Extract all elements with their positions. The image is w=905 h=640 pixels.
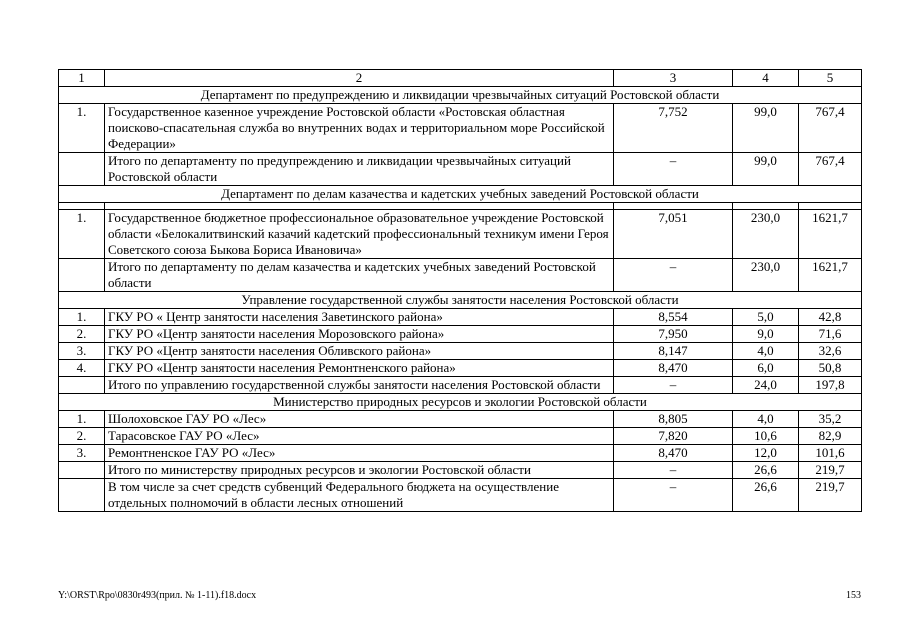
row-name: Ремонтненское ГАУ РО «Лес» xyxy=(105,445,614,462)
coefficient-cell: 8,554 xyxy=(614,309,733,326)
coefficient-cell: 8,470 xyxy=(614,360,733,377)
quantity-cell: 4,0 xyxy=(733,343,799,360)
table-row xyxy=(59,259,862,292)
row-number xyxy=(59,462,105,479)
quantity-cell: 9,0 xyxy=(733,326,799,343)
table-row xyxy=(59,309,862,326)
document-page xyxy=(58,69,861,512)
table-row xyxy=(59,153,862,186)
quantity-cell: 99,0 xyxy=(733,104,799,153)
header-row xyxy=(59,70,862,87)
row-number: 2. xyxy=(59,326,105,343)
amount-cell: 197,8 xyxy=(799,377,862,394)
data-table xyxy=(58,69,862,512)
header-cell: 4 xyxy=(733,70,799,87)
quantity-cell: 230,0 xyxy=(733,210,799,259)
row-name: ГКУ РО «Центр занятости населения Обливского района» xyxy=(105,343,614,360)
table-row xyxy=(59,326,862,343)
quantity-cell: 6,0 xyxy=(733,360,799,377)
coefficient-cell: – xyxy=(614,462,733,479)
row-name: Итого по министерству природных ресурсов и экологии Ростовской области xyxy=(105,462,614,479)
row-name: ГКУ РО «Центр занятости населения Ремонтненского района» xyxy=(105,360,614,377)
row-number: 1. xyxy=(59,210,105,259)
table-row xyxy=(59,411,862,428)
row-number: 1. xyxy=(59,104,105,153)
header-cell: 3 xyxy=(614,70,733,87)
amount-cell: 1621,7 xyxy=(799,210,862,259)
row-number xyxy=(59,479,105,512)
amount-cell: 1621,7 xyxy=(799,259,862,292)
section-title: Управление государственной службы занятости населения Ростовской области xyxy=(59,292,862,309)
row-number: 1. xyxy=(59,309,105,326)
row-name: Итого по департаменту по делам казачества и кадетских учебных заведений Ростовской области xyxy=(105,259,614,292)
coefficient-cell: 8,470 xyxy=(614,445,733,462)
quantity-cell: 12,0 xyxy=(733,445,799,462)
table-row xyxy=(59,479,862,512)
section-row xyxy=(59,186,862,203)
amount-cell: 219,7 xyxy=(799,479,862,512)
row-name: Шолоховское ГАУ РО «Лес» xyxy=(105,411,614,428)
row-number: 2. xyxy=(59,428,105,445)
amount-cell: 71,6 xyxy=(799,326,862,343)
section-row xyxy=(59,87,862,104)
spacer-row xyxy=(59,203,862,210)
header-cell: 2 xyxy=(105,70,614,87)
spacer-cell xyxy=(105,203,614,210)
coefficient-cell: 7,820 xyxy=(614,428,733,445)
row-number: 1. xyxy=(59,411,105,428)
coefficient-cell: 7,752 xyxy=(614,104,733,153)
table-row xyxy=(59,104,862,153)
amount-cell: 82,9 xyxy=(799,428,862,445)
coefficient-cell: – xyxy=(614,259,733,292)
row-number: 3. xyxy=(59,343,105,360)
page-number: 153 xyxy=(846,590,861,601)
amount-cell: 767,4 xyxy=(799,153,862,186)
amount-cell: 42,8 xyxy=(799,309,862,326)
coefficient-cell: 8,147 xyxy=(614,343,733,360)
spacer-cell xyxy=(614,203,733,210)
row-name: Итого по управлению государственной службы занятости населения Ростовской области xyxy=(105,377,614,394)
page-footer xyxy=(58,590,861,602)
section-title: Департамент по делам казачества и кадетских учебных заведений Ростовской области xyxy=(59,186,862,203)
table-row xyxy=(59,462,862,479)
table-row xyxy=(59,360,862,377)
spacer-cell xyxy=(59,203,105,210)
coefficient-cell: – xyxy=(614,479,733,512)
coefficient-cell: – xyxy=(614,377,733,394)
quantity-cell: 26,6 xyxy=(733,462,799,479)
quantity-cell: 10,6 xyxy=(733,428,799,445)
amount-cell: 767,4 xyxy=(799,104,862,153)
table-row xyxy=(59,210,862,259)
amount-cell: 35,2 xyxy=(799,411,862,428)
table-row xyxy=(59,428,862,445)
row-number xyxy=(59,153,105,186)
row-name: ГКУ РО « Центр занятости населения Заветинского района» xyxy=(105,309,614,326)
coefficient-cell: 8,805 xyxy=(614,411,733,428)
table-row xyxy=(59,343,862,360)
file-path: Y:\ORST\Rpo\0830r493(прил. № 1-11).f18.docx xyxy=(58,590,257,601)
row-name: В том числе за счет средств субвенций Федерального бюджета на осуществление отдельных полномочий в области лесных отношений xyxy=(105,479,614,512)
header-cell: 1 xyxy=(59,70,105,87)
quantity-cell: 26,6 xyxy=(733,479,799,512)
row-number xyxy=(59,377,105,394)
row-number xyxy=(59,259,105,292)
coefficient-cell: 7,051 xyxy=(614,210,733,259)
amount-cell: 101,6 xyxy=(799,445,862,462)
amount-cell: 50,8 xyxy=(799,360,862,377)
table-row xyxy=(59,445,862,462)
coefficient-cell: 7,950 xyxy=(614,326,733,343)
section-row xyxy=(59,394,862,411)
amount-cell: 32,6 xyxy=(799,343,862,360)
section-row xyxy=(59,292,862,309)
header-cell: 5 xyxy=(799,70,862,87)
coefficient-cell: – xyxy=(614,153,733,186)
row-name: Государственное бюджетное профессиональное образовательное учреждение Ростовской области «Белокалитвинский казачий кадетский профессиональный техникум имени Героя Советского союза Быкова Бориса Ивановича» xyxy=(105,210,614,259)
row-name: ГКУ РО «Центр занятости населения Морозовского района» xyxy=(105,326,614,343)
quantity-cell: 99,0 xyxy=(733,153,799,186)
row-name: Тарасовское ГАУ РО «Лес» xyxy=(105,428,614,445)
section-title: Министерство природных ресурсов и экологии Ростовской области xyxy=(59,394,862,411)
section-title: Департамент по предупреждению и ликвидации чрезвычайных ситуаций Ростовской области xyxy=(59,87,862,104)
quantity-cell: 4,0 xyxy=(733,411,799,428)
row-name: Итого по департаменту по предупреждению и ликвидации чрезвычайных ситуаций Ростовской области xyxy=(105,153,614,186)
row-name: Государственное казенное учреждение Ростовской области «Ростовская областная поисково-спасательная служба во внутренних водах и территориальном море Российской Федерации» xyxy=(105,104,614,153)
row-number: 3. xyxy=(59,445,105,462)
spacer-cell xyxy=(799,203,862,210)
spacer-cell xyxy=(733,203,799,210)
quantity-cell: 5,0 xyxy=(733,309,799,326)
quantity-cell: 24,0 xyxy=(733,377,799,394)
amount-cell: 219,7 xyxy=(799,462,862,479)
table-row xyxy=(59,377,862,394)
quantity-cell: 230,0 xyxy=(733,259,799,292)
row-number: 4. xyxy=(59,360,105,377)
